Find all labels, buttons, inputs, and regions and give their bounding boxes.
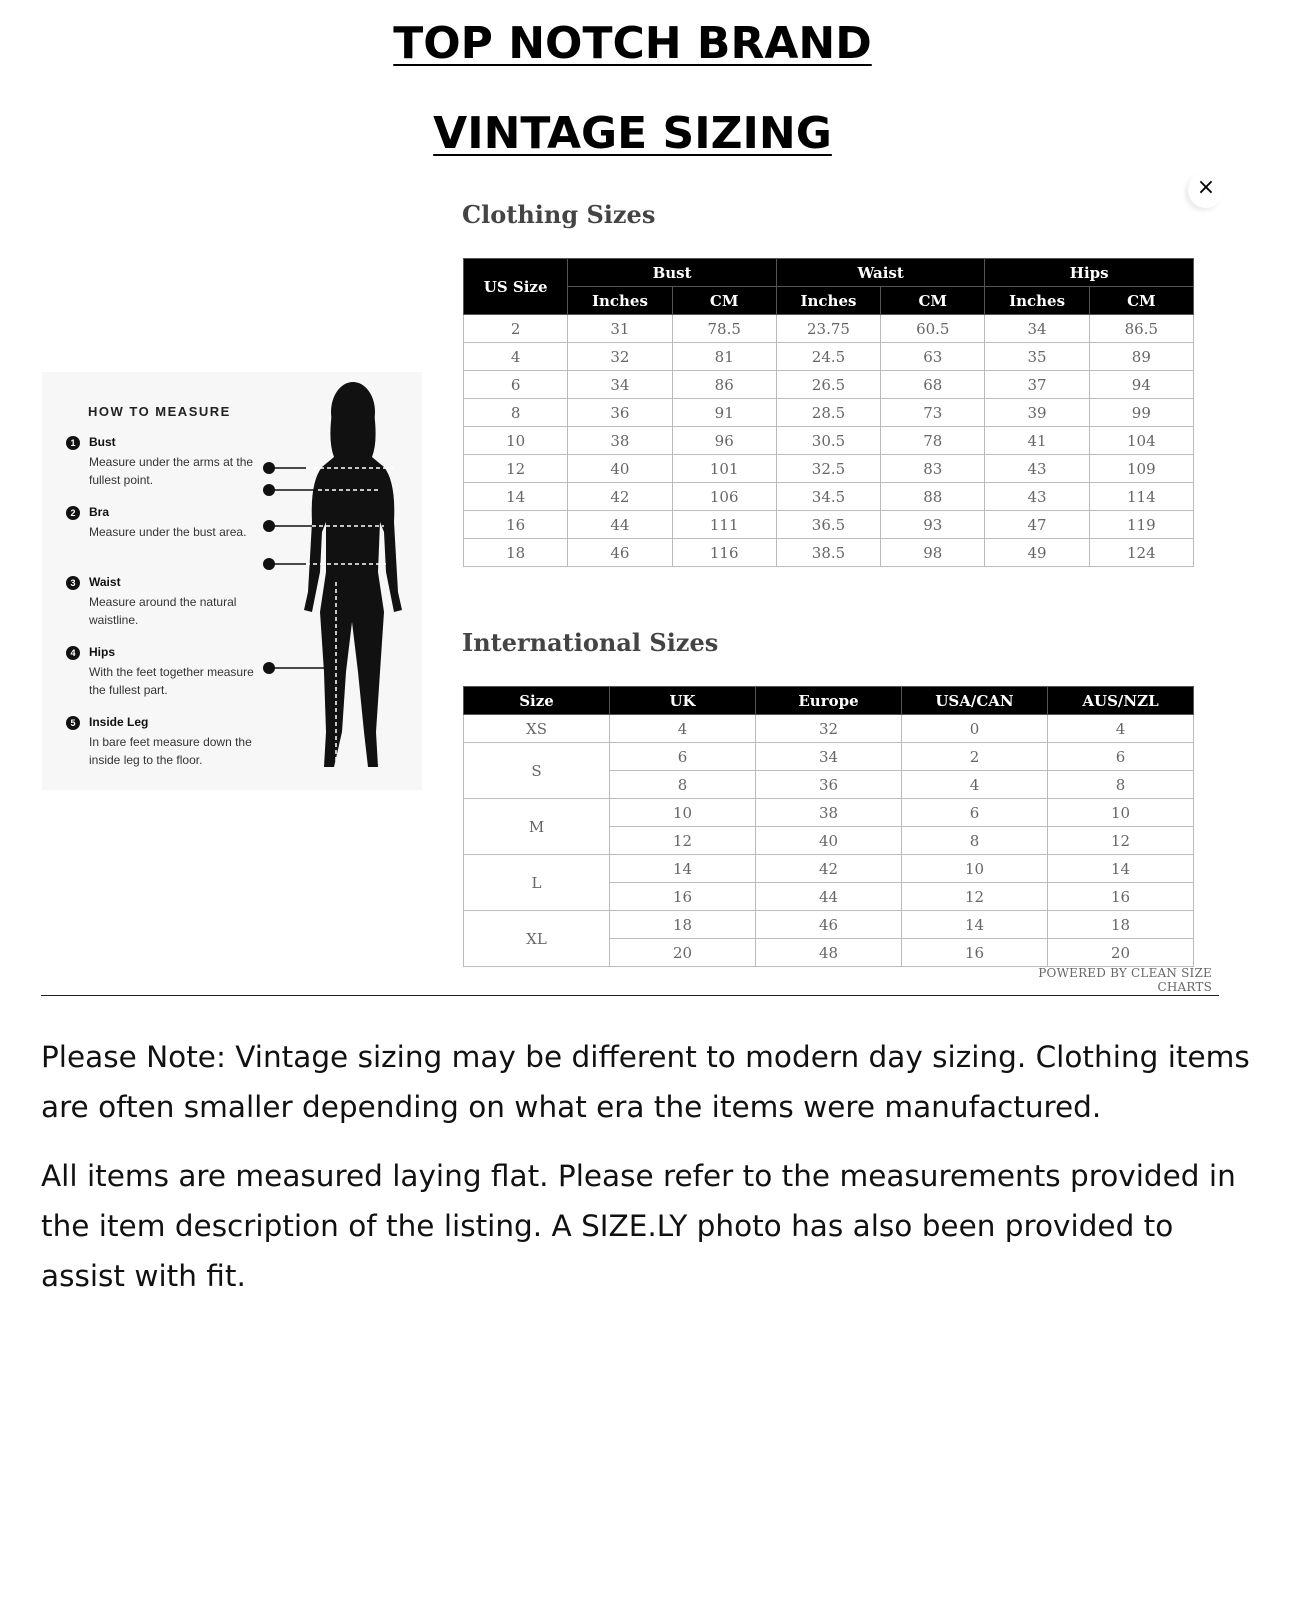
table-row [464, 427, 1194, 455]
table-cell: 4 [610, 715, 756, 743]
table-cell: 6 [464, 371, 568, 399]
table-row [464, 855, 1194, 883]
close-icon[interactable]: × [1188, 172, 1224, 208]
table-cell: 106 [672, 483, 776, 511]
table-cell: 47 [985, 511, 1089, 539]
table-row [464, 511, 1194, 539]
number-badge-icon: 3 [66, 576, 80, 590]
table-cell: 18 [1048, 911, 1194, 939]
table-cell: 4 [902, 771, 1048, 799]
table-cell: 86 [672, 371, 776, 399]
international-size-table [463, 686, 1194, 967]
measure-desc: Measure under the arms at the fullest point. [89, 455, 254, 487]
table-cell: 8 [1048, 771, 1194, 799]
table-cell: 43 [985, 483, 1089, 511]
table-cell: 40 [756, 827, 902, 855]
table-cell: 42 [568, 483, 672, 511]
table-cell: 43 [985, 455, 1089, 483]
table-cell: 12 [902, 883, 1048, 911]
table-cell: 60.5 [881, 315, 985, 343]
table-cell: 38.5 [776, 539, 880, 567]
table-cell: 88 [881, 483, 985, 511]
table-cell: 32 [756, 715, 902, 743]
number-badge-icon: 4 [66, 646, 80, 660]
table-cell: 14 [1048, 855, 1194, 883]
measure-name: Bust [89, 435, 116, 449]
page-title: VINTAGE SIZING [433, 108, 832, 159]
table-cell: 104 [1089, 427, 1193, 455]
table-cell: 44 [756, 883, 902, 911]
table-cell: 116 [672, 539, 776, 567]
bust-header: Bust [568, 259, 777, 287]
table-cell: 20 [610, 939, 756, 967]
table-cell: 96 [672, 427, 776, 455]
clothing-table-body [464, 315, 1194, 567]
table-row [464, 315, 1194, 343]
table-cell: 36 [568, 399, 672, 427]
table-row [464, 371, 1194, 399]
sub-header: Inches [776, 287, 880, 315]
table-cell: 14 [610, 855, 756, 883]
table-cell: 41 [985, 427, 1089, 455]
table-cell: 124 [1089, 539, 1193, 567]
table-cell: 12 [464, 455, 568, 483]
table-cell: 10 [464, 427, 568, 455]
table-cell: 38 [756, 799, 902, 827]
table-cell: 36 [756, 771, 902, 799]
table-cell: 16 [464, 511, 568, 539]
measurement-note: All items are measured laying flat. Please refer to the measurements provided in the item description of the listing. A SIZE.LY photo has also been provided to assist with fit. [41, 1159, 1236, 1293]
table-cell: 20 [1048, 939, 1194, 967]
table-row [464, 911, 1194, 939]
table-row [464, 343, 1194, 371]
table-cell: 18 [610, 911, 756, 939]
table-cell: 0 [902, 715, 1048, 743]
table-cell: 42 [756, 855, 902, 883]
table-cell: 40 [568, 455, 672, 483]
table-cell: 34 [985, 315, 1089, 343]
table-cell: 37 [985, 371, 1089, 399]
table-cell: 34.5 [776, 483, 880, 511]
table-cell: 111 [672, 511, 776, 539]
measure-name: Bra [89, 505, 110, 519]
intl-header: UK [610, 687, 756, 715]
measure-desc: Measure under the bust area. [89, 525, 247, 539]
size-label-cell: XS [464, 715, 610, 743]
table-cell: 28.5 [776, 399, 880, 427]
table-cell: 39 [985, 399, 1089, 427]
size-label-cell: M [464, 799, 610, 855]
table-cell: 98 [881, 539, 985, 567]
table-cell: 114 [1089, 483, 1193, 511]
table-cell: 6 [610, 743, 756, 771]
divider [41, 995, 1219, 996]
brand-title: TOP NOTCH BRAND [393, 18, 872, 69]
intl-header: Size [464, 687, 610, 715]
table-cell: 89 [1089, 343, 1193, 371]
sub-header: Inches [568, 287, 672, 315]
measure-desc: Measure around the natural waistline. [89, 595, 237, 627]
measure-desc: With the feet together measure the fullest part. [89, 665, 254, 697]
table-cell: 10 [1048, 799, 1194, 827]
table-cell: 101 [672, 455, 776, 483]
waist-header: Waist [776, 259, 985, 287]
table-cell: 8 [610, 771, 756, 799]
table-row [464, 799, 1194, 827]
table-cell: 78.5 [672, 315, 776, 343]
vintage-sizing-note: Please Note: Vintage sizing may be different to modern day sizing. Clothing items are often smaller depending on what era the items were manufactured. [41, 1040, 1250, 1124]
table-cell: 8 [902, 827, 1048, 855]
sub-header: CM [672, 287, 776, 315]
table-cell: 68 [881, 371, 985, 399]
table-row [464, 715, 1194, 743]
table-cell: 83 [881, 455, 985, 483]
table-cell: 10 [902, 855, 1048, 883]
measure-name: Waist [89, 575, 121, 589]
table-cell: 36.5 [776, 511, 880, 539]
table-cell: 34 [756, 743, 902, 771]
size-label-cell: L [464, 855, 610, 911]
table-cell: 109 [1089, 455, 1193, 483]
table-cell: 24.5 [776, 343, 880, 371]
table-cell: 6 [902, 799, 1048, 827]
table-cell: 32 [568, 343, 672, 371]
table-cell: 46 [756, 911, 902, 939]
intl-header: AUS/NZL [1048, 687, 1194, 715]
table-cell: 34 [568, 371, 672, 399]
table-cell: 23.75 [776, 315, 880, 343]
intl-header: Europe [756, 687, 902, 715]
table-cell: 12 [1048, 827, 1194, 855]
international-sizes-title: International Sizes [462, 628, 719, 657]
number-badge-icon: 1 [66, 436, 80, 450]
table-cell: 2 [902, 743, 1048, 771]
intl-header: USA/CAN [902, 687, 1048, 715]
table-cell: 99 [1089, 399, 1193, 427]
clothing-size-table [463, 258, 1194, 567]
sub-header: Inches [985, 287, 1089, 315]
measure-desc: In bare feet measure down the inside leg to the floor. [89, 735, 252, 767]
table-row [464, 539, 1194, 567]
table-cell: 10 [610, 799, 756, 827]
size-label-cell: S [464, 743, 610, 799]
size-label-cell: XL [464, 911, 610, 967]
table-cell: 4 [464, 343, 568, 371]
sub-header: CM [881, 287, 985, 315]
number-badge-icon: 2 [66, 506, 80, 520]
table-cell: 6 [1048, 743, 1194, 771]
table-cell: 16 [902, 939, 1048, 967]
powered-by-credit: POWERED BY CLEAN SIZE CHARTS [1038, 966, 1212, 994]
table-row [464, 455, 1194, 483]
measure-name: Hips [89, 645, 116, 659]
table-cell: 91 [672, 399, 776, 427]
table-cell: 14 [902, 911, 1048, 939]
table-cell: 44 [568, 511, 672, 539]
table-cell: 86.5 [1089, 315, 1193, 343]
hips-header: Hips [985, 259, 1194, 287]
table-cell: 63 [881, 343, 985, 371]
table-cell: 35 [985, 343, 1089, 371]
us-size-header: US Size [464, 259, 568, 315]
table-cell: 16 [610, 883, 756, 911]
table-row [464, 743, 1194, 771]
table-cell: 31 [568, 315, 672, 343]
table-cell: 119 [1089, 511, 1193, 539]
table-cell: 38 [568, 427, 672, 455]
table-cell: 18 [464, 539, 568, 567]
table-cell: 46 [568, 539, 672, 567]
table-cell: 2 [464, 315, 568, 343]
table-cell: 26.5 [776, 371, 880, 399]
clothing-sizes-title: Clothing Sizes [462, 200, 656, 229]
sub-header: CM [1089, 287, 1193, 315]
table-cell: 12 [610, 827, 756, 855]
table-cell: 4 [1048, 715, 1194, 743]
table-cell: 48 [756, 939, 902, 967]
table-cell: 16 [1048, 883, 1194, 911]
international-table-body [464, 715, 1194, 967]
table-cell: 94 [1089, 371, 1193, 399]
table-cell: 49 [985, 539, 1089, 567]
table-row [464, 399, 1194, 427]
table-cell: 78 [881, 427, 985, 455]
table-cell: 81 [672, 343, 776, 371]
table-cell: 30.5 [776, 427, 880, 455]
table-row [464, 483, 1194, 511]
table-cell: 93 [881, 511, 985, 539]
table-cell: 32.5 [776, 455, 880, 483]
number-badge-icon: 5 [66, 716, 80, 730]
how-to-measure-title: HOW TO MEASURE [88, 404, 231, 419]
table-cell: 73 [881, 399, 985, 427]
body-silhouette-icon [262, 372, 422, 792]
table-cell: 14 [464, 483, 568, 511]
table-cell: 8 [464, 399, 568, 427]
measure-name: Inside Leg [89, 715, 149, 729]
